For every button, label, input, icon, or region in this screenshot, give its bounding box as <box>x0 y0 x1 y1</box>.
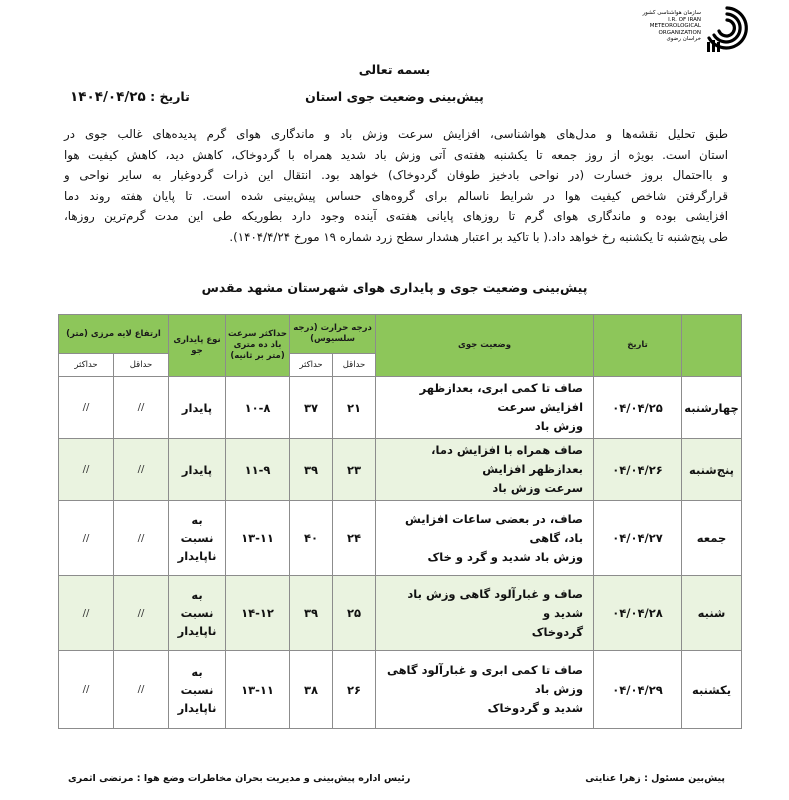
cell-day: شنبه <box>682 576 742 651</box>
logo-text: سازمان هواشناسی کشور I.R. OF IRAN METEOROLOGICAL ORGANIZATION خراسان رضوی <box>642 10 701 43</box>
paragraph-line: قرارگرفتن شاخص کیفیت هوا در شرایط ناسالم برای گروه‌های حساس پیش‌بینی شده است. تا پایان هفته روند دما <box>64 188 728 203</box>
cell-temp-min: ۲۱ <box>333 377 376 439</box>
cell-bl-min: // <box>114 501 169 576</box>
header-bl-min: حداقل <box>114 354 169 377</box>
table-row <box>59 377 742 439</box>
cell-temp-min: ۲۴ <box>333 501 376 576</box>
cell-wind: ۱۱-۹ <box>226 439 290 501</box>
paragraph-line: طی پنج‌شنبه تا یکشنبه رخ خواهد داد.( با تاکید بر اعتبار هشدار سطح زرد شماره ۱۹ مورخ ۱۴۰۴/۴/۲۴). <box>229 229 728 244</box>
header-condition: وضعیت جوی <box>376 315 594 377</box>
header-temp-max: حداکثر <box>290 354 333 377</box>
header-wind: حداکثر سرعت باد ده متری (متر بر ثانیه) <box>226 315 290 377</box>
forecast-table <box>58 314 742 729</box>
header-temperature: درجه حرارت (درجه سلسیوس) <box>290 315 376 354</box>
table-row <box>59 576 742 651</box>
cell-wind: ۱۳-۱۱ <box>226 651 290 729</box>
cell-stability: پایدار <box>169 439 226 501</box>
cell-bl-max: // <box>59 501 114 576</box>
header-boundary-layer: ارتفاع لایه مرزی (متر) <box>59 315 169 354</box>
cell-condition: صاف تا کمی ابری و غبارآلود گاهی وزش باد شدید و گردوخاک <box>376 651 594 729</box>
cell-bl-min: // <box>114 651 169 729</box>
cell-bl-max: // <box>59 576 114 651</box>
cell-date: ۰۴/۰۴/۲۷ <box>594 501 682 576</box>
bismillah: بسمه تعالی <box>358 62 431 77</box>
issue-date <box>70 89 190 105</box>
paragraph-line: افزایشی بوده و ماندگاری هوای گرم تا روزهای پایانی هفته‌ی آینده وجود دارد بطوریکه طی این مدت گرم‌ترین روزها، <box>64 209 728 223</box>
header-stability: نوع پایداری جو <box>169 315 226 377</box>
org-logo <box>631 4 751 60</box>
paragraph-line: استان است. بویژه از روز جمعه تا یکشنبه هفته‌ی آتی وزش باد شدید همراه با گردوخاک، کاهش دید، کاهش کیفیت هوا <box>64 147 728 162</box>
table-row <box>59 501 742 576</box>
table-row <box>59 439 742 501</box>
cell-temp-min: ۲۳ <box>333 439 376 501</box>
cell-wind: ۱۳-۱۱ <box>226 501 290 576</box>
cell-condition: صاف همراه با افزایش دما، بعدازظهر افزایش سرعت وزش باد <box>376 439 594 501</box>
table-title: پیش‌بینی وضعیت جوی و پایداری هوای شهرستان مشهد مقدس <box>201 280 588 295</box>
cell-stability: به نسبت ناپایدار <box>169 651 226 729</box>
cell-day: پنج‌شنبه <box>682 439 742 501</box>
cell-stability: به نسبت ناپایدار <box>169 576 226 651</box>
cell-bl-min: // <box>114 439 169 501</box>
cell-day: جمعه <box>682 501 742 576</box>
cell-bl-max: // <box>59 439 114 501</box>
cell-date: ۰۴/۰۴/۲۸ <box>594 576 682 651</box>
paragraph-line: و بااحتمال بروز خسارت (در نواحی بادخیز طوفان گردوخاک) خواهد بود. انتقال این ذرات گردوغبار به سایر نواحی و <box>64 168 728 182</box>
cell-temp-min: ۲۶ <box>333 651 376 729</box>
cell-bl-max: // <box>59 651 114 729</box>
cell-wind: ۱۰-۸ <box>226 377 290 439</box>
header-temp-min: حداقل <box>333 354 376 377</box>
cell-temp-max: ۳۸ <box>290 651 333 729</box>
cell-temp-max: ۳۹ <box>290 576 333 651</box>
cell-bl-min: // <box>114 576 169 651</box>
cell-condition: صاف تا کمی ابری، بعدازظهر افزایش سرعت وزش باد <box>376 377 594 439</box>
cell-condition: صاف و غبارآلود گاهی وزش باد شدید و گردوخاک <box>376 576 594 651</box>
cell-temp-max: ۳۹ <box>290 439 333 501</box>
cell-day: یکشنبه <box>682 651 742 729</box>
cell-temp-max: ۴۰ <box>290 501 333 576</box>
cell-day: چهارشنبه <box>682 377 742 439</box>
table-row <box>59 651 742 729</box>
cell-stability: به نسبت ناپایدار <box>169 501 226 576</box>
cell-wind: ۱۴-۱۲ <box>226 576 290 651</box>
cell-temp-max: ۳۷ <box>290 377 333 439</box>
swirl-logo-icon <box>703 4 751 56</box>
cell-date: ۰۴/۰۴/۲۶ <box>594 439 682 501</box>
header-day <box>682 315 742 377</box>
date-value: ۱۴۰۴/۰۴/۲۵ <box>70 89 146 105</box>
cell-stability: پایدار <box>169 377 226 439</box>
cell-date: ۰۴/۰۴/۲۵ <box>594 377 682 439</box>
cell-temp-min: ۲۵ <box>333 576 376 651</box>
head-signature: رئیس اداره پیش‌بینی و مدیریت بحران مخاطرات وضع هوا : مرتضی اثمری <box>68 773 411 784</box>
forecast-paragraph <box>64 124 728 247</box>
cell-condition: صاف، در بعضی ساعات افزایش باد، گاهی وزش باد شدید و گرد و خاک <box>376 501 594 576</box>
cell-date: ۰۴/۰۴/۲۹ <box>594 651 682 729</box>
date-label: تاریخ : <box>150 89 190 104</box>
header-date: تاریخ <box>594 315 682 377</box>
paragraph-line: طبق تحلیل نقشه‌ها و مدل‌های هواشناسی، افزایش سرعت وزش باد و ماندگاری هوای گرم پدیده‌های غالب جوی در <box>64 127 728 141</box>
header-bl-max: حداکثر <box>59 354 114 377</box>
page-title: پیش‌بینی وضعیت جوی استان <box>305 89 484 104</box>
forecaster-signature: پیش‌بین مسئول : زهرا عنایتی <box>585 773 725 784</box>
cell-bl-max: // <box>59 377 114 439</box>
cell-bl-min: // <box>114 377 169 439</box>
